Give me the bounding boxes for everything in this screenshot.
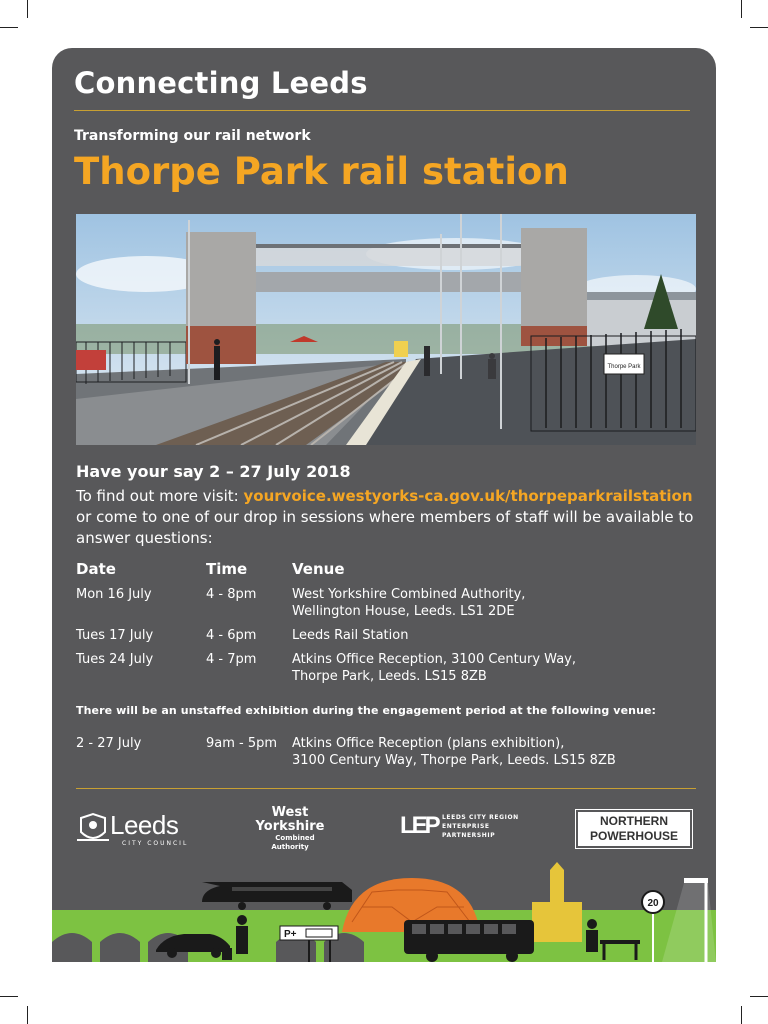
poster-panel — [52, 48, 716, 962]
session-time: 4 - 6pm — [206, 628, 257, 643]
session-venue: Leeds Rail Station — [292, 628, 409, 643]
crop-mark-bottom-left-h — [0, 996, 18, 997]
session-date: Tues 24 July — [76, 652, 154, 667]
consultation-link[interactable]: yourvoice.westyorks-ca.gov.uk/thorpeparkrailstation — [243, 487, 693, 505]
crop-mark-top-left-h — [0, 27, 18, 28]
exhibition-note: There will be an unstaffed exhibition during the engagement period at the following venue: — [76, 704, 657, 717]
station-render-image — [76, 214, 696, 445]
crop-mark-bottom-left-v — [27, 1006, 28, 1024]
lep-mark: LEP — [400, 812, 438, 839]
column-header-venue: Venue — [292, 560, 345, 578]
coat-of-arms-icon — [76, 810, 110, 846]
wyca-line-4: Authority — [271, 843, 309, 851]
crop-mark-top-right-v — [741, 0, 742, 18]
lep-line-2: ENTERPRISE — [442, 823, 490, 830]
session-time: 4 - 8pm — [206, 587, 257, 602]
crop-mark-top-left-v — [27, 0, 28, 18]
leeds-city-region-lep-logo — [400, 812, 540, 852]
wyca-line-1: West — [271, 805, 309, 820]
column-header-date: Date — [76, 560, 116, 578]
leeds-logo-name: Leeds — [110, 810, 179, 840]
exhibition-venue: Atkins Office Reception (plans exhibition), 3100 Century Way, Thorpe Park, Leeds. LS15 8ZB — [292, 736, 616, 768]
session-date: Mon 16 July — [76, 587, 152, 602]
kicker: Transforming our rail network — [74, 128, 311, 144]
northern-powerhouse-logo — [576, 810, 692, 848]
series-title: Connecting Leeds — [74, 66, 368, 100]
west-yorkshire-combined-authority-logo — [250, 806, 330, 856]
leeds-city-council-logo — [76, 810, 196, 850]
page-title: Thorpe Park rail station — [74, 150, 569, 193]
session-date: Tues 17 July — [76, 628, 154, 643]
crop-mark-bottom-right-h — [750, 996, 768, 997]
have-your-say-heading: Have your say 2 – 27 July 2018 — [76, 462, 351, 481]
title-divider — [74, 110, 690, 111]
intro-paragraph — [76, 486, 704, 549]
exhibition-time: 9am - 5pm — [206, 736, 278, 751]
station-name-sign: Thorpe Park — [607, 364, 641, 370]
session-time: 4 - 7pm — [206, 652, 257, 667]
session-venue: Atkins Office Reception, 3100 Century Way, Thorpe Park, Leeds. LS15 8ZB — [292, 652, 576, 684]
northern-line-2: POWERHOUSE — [589, 829, 678, 843]
wyca-line-2: Yorkshire — [255, 819, 325, 834]
crop-mark-top-right-h — [750, 27, 768, 28]
wyca-line-3: Combined — [275, 834, 315, 842]
leeds-logo-subtitle: CITY COUNCIL — [122, 840, 189, 847]
column-header-time: Time — [206, 560, 248, 578]
park-and-ride-sign: P+ — [284, 929, 297, 940]
session-venue: West Yorkshire Combined Authority, Wellington House, Leeds. LS1 2DE — [292, 587, 526, 619]
intro-prefix: To find out more visit: — [76, 487, 244, 505]
intro-suffix: or come to one of our drop in sessions where members of staff will be available to answer questions: — [76, 508, 694, 547]
crop-mark-bottom-right-v — [741, 1006, 742, 1024]
city-illustration — [52, 862, 716, 962]
speed-limit-sign: 20 — [647, 898, 659, 909]
northern-line-1: NORTHERN — [600, 814, 668, 828]
exhibition-date: 2 - 27 July — [76, 736, 142, 751]
logos-divider — [76, 788, 696, 789]
lep-line-3: PARTNERSHIP — [442, 832, 496, 839]
lep-line-1: LEEDS CITY REGION — [442, 814, 519, 821]
